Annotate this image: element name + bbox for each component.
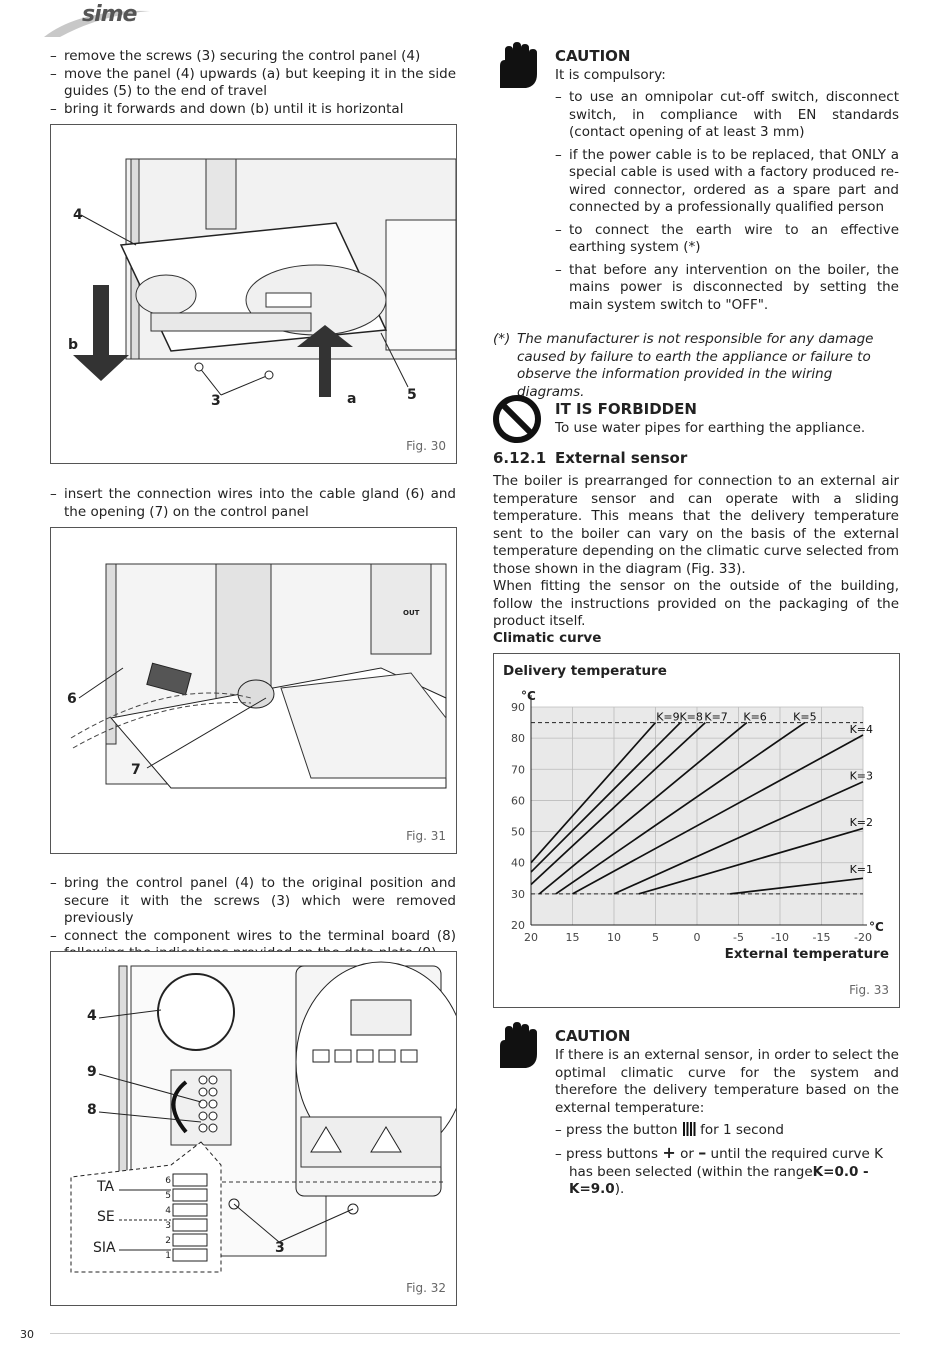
y-tick-label: 90 <box>511 701 525 714</box>
label-se: SE <box>97 1209 115 1225</box>
figure-33 <box>493 653 900 1008</box>
callout-9: 9 <box>87 1064 97 1080</box>
callout-5: 5 <box>407 387 417 403</box>
sime-logo: sime <box>82 2 137 27</box>
caution-step-1: – press the button for 1 second <box>555 1122 784 1138</box>
terminal-number: 4 <box>165 1206 171 1216</box>
x-unit-label: °C <box>869 920 884 934</box>
figure-label: Fig. 30 <box>406 438 446 453</box>
step-text: ). <box>614 1181 625 1197</box>
x-tick-label: -5 <box>733 931 744 944</box>
step-item: – bring the control panel (4) to the original position and secure it with the screws (3) which were removed previously <box>50 875 456 928</box>
footnote-text: The manufacturer is not responsible for any damage caused by failure to earth the appliance or failure to observe the information provided in the wiring diagrams. <box>517 331 874 400</box>
caution-text: If there is an external sensor, in order to select the optimal climatic curve for the system and therefore the delivery temperature based on the external temperature: <box>555 1047 899 1116</box>
terminal-number: 3 <box>165 1221 171 1231</box>
curve-label: K=6 <box>743 710 767 724</box>
chart-xlabel: External temperature <box>724 946 889 962</box>
paragraph-1: The boiler is prearranged for connection to an external air temperature sensor and can operate with a sliding temperature. This means that the delivery temperature sent to the boiler can vary on the basis of the external temperature depending on the climatic curve selected from those shown in the diagram (Fig. 33). <box>493 473 899 577</box>
footnote-mark: (*) <box>493 331 511 347</box>
curve-label: K=3 <box>849 769 873 783</box>
curve-label: K=4 <box>849 722 873 736</box>
callout-6: 6 <box>67 691 77 707</box>
callout-4: 4 <box>87 1008 97 1024</box>
step-text: press buttons <box>566 1146 659 1162</box>
y-unit-label: °C <box>521 689 536 703</box>
callout-8: 8 <box>87 1102 97 1118</box>
steps-list-2 <box>50 486 456 521</box>
curve-label: K=7 <box>704 710 728 724</box>
terminal-number: 2 <box>165 1236 171 1246</box>
caution-intro: It is compulsory: <box>555 67 666 83</box>
label-sia: SIA <box>93 1240 116 1256</box>
minus-icon: – <box>698 1143 707 1162</box>
step-item: – bring it forwards and down (b) until it is horizontal <box>50 101 456 119</box>
caution-hand-icon <box>492 42 544 90</box>
callout-4: 4 <box>73 207 83 223</box>
callout-7: 7 <box>131 762 141 778</box>
y-tick-label: 80 <box>511 732 525 746</box>
x-tick-label: -20 <box>854 931 872 944</box>
x-tick-label: 10 <box>607 931 621 944</box>
step-item: – insert the connection wires into the cable gland (6) and the opening (7) on the control panel <box>50 486 456 521</box>
step-item: – connect the component wires to the terminal board (8) <box>50 928 456 963</box>
figure-32 <box>50 951 457 1306</box>
x-tick-label: 20 <box>524 931 538 944</box>
label-ta: TA <box>97 1179 115 1195</box>
callout-a: a <box>347 391 357 407</box>
figure-31 <box>50 527 457 854</box>
steps-list-1 <box>50 48 456 118</box>
terminal-number: 6 <box>165 1176 171 1186</box>
section-number: 6.12.1 <box>493 449 547 467</box>
caution-item: – that before any intervention on the boiler, the mains power is disconnected by setting the main system switch to "OFF". <box>555 262 899 315</box>
callout-3: 3 <box>275 1240 285 1256</box>
chart-title: Delivery temperature <box>503 663 667 679</box>
paragraph-2: When fitting the sensor on the outside of the building, follow the instructions provided on the packaging of the product itself. <box>493 578 899 629</box>
step-text: press the button <box>566 1122 678 1138</box>
curve-label: K=8 <box>679 710 703 724</box>
callout-3: 3 <box>211 393 221 409</box>
y-tick-label: 30 <box>511 887 525 901</box>
figure-label: Fig. 33 <box>849 982 889 997</box>
climatic-curve-heading: Climatic curve <box>493 630 602 646</box>
step-item: – remove the screws (3) securing the control panel (4) <box>50 48 456 66</box>
caution-list <box>555 89 899 314</box>
curve-label: K=5 <box>793 710 817 724</box>
callout-b: b <box>68 337 79 353</box>
prohibited-icon <box>492 394 542 444</box>
step-text: for 1 second <box>700 1122 784 1138</box>
x-tick-label: -15 <box>812 931 831 944</box>
y-tick-label: 50 <box>511 825 525 839</box>
caution-item: – to use an omnipolar cut-off switch, disconnect switch, in compliance with EN standards (contact opening of at least 3 mm) <box>555 89 899 142</box>
x-tick-label: 0 <box>693 931 701 944</box>
step-text: or <box>680 1146 694 1162</box>
y-tick-label: 20 <box>511 919 525 932</box>
y-tick-label: 40 <box>511 856 525 870</box>
terminal-number: 5 <box>165 1191 171 1201</box>
heating-radiator-icon <box>682 1122 696 1136</box>
figure-label: Fig. 31 <box>406 828 446 843</box>
range-text: K=0.0 - K=9.0 <box>569 1163 869 1197</box>
curve-label: K=1 <box>849 862 873 876</box>
x-tick-label: 5 <box>652 931 659 944</box>
boiler-control-panel-illustration <box>51 125 456 463</box>
figure-label: Fig. 32 <box>406 1280 446 1295</box>
section-title: External sensor <box>555 449 688 467</box>
y-tick-label: 60 <box>511 794 525 808</box>
step-item: – move the panel (4) upwards (a) but keeping it in the side guides (5) to the end of travel <box>50 66 456 101</box>
terminal-number: 1 <box>165 1251 171 1261</box>
caution-title: CAUTION <box>555 47 631 65</box>
caution-item: – to connect the earth wire to an effective earthing system (*) <box>555 222 899 257</box>
page-number: 30 <box>20 1328 34 1341</box>
y-tick-label: 70 <box>511 763 525 777</box>
terminal-numbers <box>161 1174 171 1264</box>
x-tick-label: -10 <box>771 931 789 944</box>
forbidden-text: To use water pipes for earthing the appliance. <box>555 420 866 436</box>
plus-icon: + <box>662 1143 676 1162</box>
steps-list-3 <box>50 875 456 963</box>
caution-title: CAUTION <box>555 1027 631 1045</box>
figure-30 <box>50 124 457 464</box>
caution-step-2: – press buttons + or – until the required curve K has been selected (within the rangeK=0.0 - K=9.0). <box>555 1143 883 1197</box>
out-marking: OUT <box>403 609 420 617</box>
x-tick-label: 15 <box>565 931 580 944</box>
step-text: until the required curve K has been selected (within the range <box>569 1146 883 1180</box>
forbidden-title: IT IS FORBIDDEN <box>555 400 697 418</box>
caution-item: – if the power cable is to be replaced, that ONLY a special cable is used with a factory produced re-wired connector, ordered as a spare part and connected by a professionally qualified person <box>555 147 899 217</box>
cable-gland-illustration <box>51 528 456 853</box>
curve-label: K=9 <box>656 710 680 724</box>
footer-rule <box>50 1333 900 1334</box>
caution-hand-icon <box>492 1022 544 1070</box>
curve-label: K=2 <box>849 816 873 830</box>
